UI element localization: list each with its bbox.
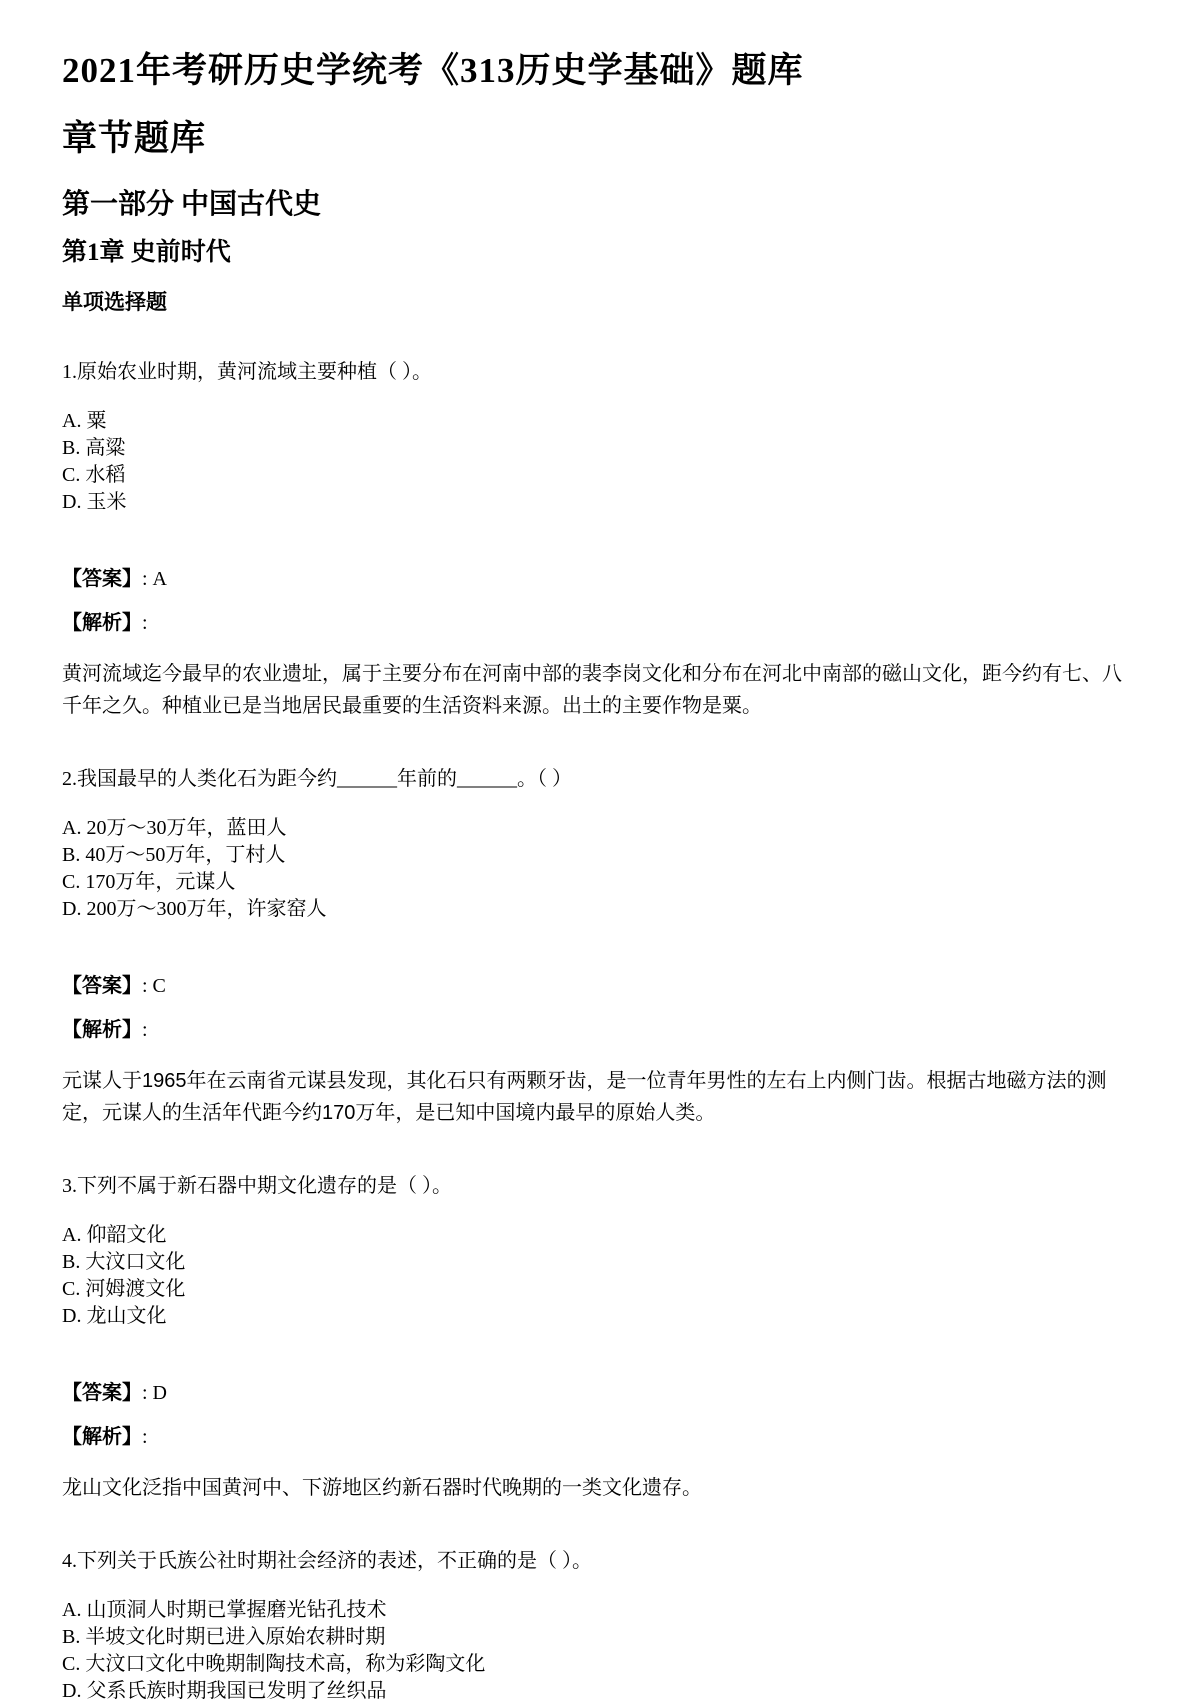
analysis-row <box>62 1017 1128 1043</box>
option-d: D. 玉米 <box>62 490 127 513</box>
answer-value: : D <box>142 1381 167 1404</box>
option-c: C. 大汶口文化中晚期制陶技术高，称为彩陶文化 <box>62 1652 486 1675</box>
option-b: B. 高粱 <box>62 436 126 459</box>
answer-label: 【答案】 <box>62 1381 142 1404</box>
question-stem: 4.下列关于氏族公社时期社会经济的表述，不正确的是（ ）。 <box>62 1549 592 1572</box>
document-subtitle: 章节题库 <box>62 119 207 158</box>
option-d: D. 200万～300万年，许家窑人 <box>62 897 327 920</box>
option-b: B. 大汶口文化 <box>62 1250 186 1273</box>
analysis-colon: : <box>142 611 148 634</box>
analysis-label: 【解析】 <box>62 1425 142 1448</box>
question-1 <box>62 359 1128 722</box>
question-stem: 2.我国最早的人类化石为距今约______年前的______。（ ） <box>62 767 572 790</box>
answer-label: 【答案】 <box>62 974 142 997</box>
options-list <box>62 408 1128 516</box>
analysis-label: 【解析】 <box>62 611 142 634</box>
option-d: D. 父系氏族时期我国已发明了丝织品 <box>62 1679 387 1702</box>
answer-row <box>62 1380 1128 1406</box>
chapter-heading: 第1章 史前时代 <box>62 238 231 266</box>
question-3 <box>62 1173 1128 1504</box>
option-c: C. 水稻 <box>62 463 126 486</box>
analysis-label: 【解析】 <box>62 1018 142 1041</box>
explanation-text: 元谋人于1965年在云南省元谋县发现，其化石只有两颗牙齿，是一位青年男性的左右上内侧门齿。根据古地磁方法的测定，元谋人的生活年代距今约170万年，是已知中国境内最早的原始人类。 <box>62 1069 1107 1124</box>
answer-value: : C <box>142 974 166 997</box>
question-stem: 1.原始农业时期，黄河流域主要种植（ ）。 <box>62 360 432 383</box>
analysis-colon: : <box>142 1018 148 1041</box>
option-c: C. 河姆渡文化 <box>62 1277 186 1300</box>
answer-row <box>62 973 1128 999</box>
option-b: B. 半坡文化时期已进入原始农耕时期 <box>62 1625 386 1648</box>
option-d: D. 龙山文化 <box>62 1304 167 1327</box>
option-b: B. 40万～50万年，丁村人 <box>62 843 286 866</box>
analysis-row <box>62 610 1128 636</box>
option-c: C. 170万年，元谋人 <box>62 870 236 893</box>
option-a: A. 山顶洞人时期已掌握磨光钻孔技术 <box>62 1598 387 1621</box>
answer-label: 【答案】 <box>62 567 142 590</box>
question-stem: 3.下列不属于新石器中期文化遗存的是（ ）。 <box>62 1174 452 1197</box>
document-title: 2021年考研历史学统考《313历史学基础》题库 <box>62 51 804 90</box>
explanation-text: 黄河流域迄今最早的农业遗址，属于主要分布在河南中部的裴李岗文化和分布在河北中南部的磁山文化，距今约有七、八千年之久。种植业已是当地居民最重要的生活资料来源。出土的主要作物是粟。 <box>62 662 1122 717</box>
analysis-row <box>62 1424 1128 1450</box>
option-a: A. 20万～30万年，蓝田人 <box>62 816 287 839</box>
option-a: A. 仰韶文化 <box>62 1223 167 1246</box>
answer-value: : A <box>142 567 167 590</box>
option-a: A. 粟 <box>62 409 107 432</box>
answer-row <box>62 566 1128 592</box>
section-heading: 单项选择题 <box>62 290 167 314</box>
options-list <box>62 1222 1128 1330</box>
question-4 <box>62 1548 1128 1705</box>
explanation-text: 龙山文化泛指中国黄河中、下游地区约新石器时代晚期的一类文化遗存。 <box>62 1476 702 1499</box>
options-list <box>62 815 1128 923</box>
options-list <box>62 1597 1128 1705</box>
part-heading: 第一部分 中国古代史 <box>62 189 322 220</box>
question-2 <box>62 766 1128 1129</box>
analysis-colon: : <box>142 1425 148 1448</box>
